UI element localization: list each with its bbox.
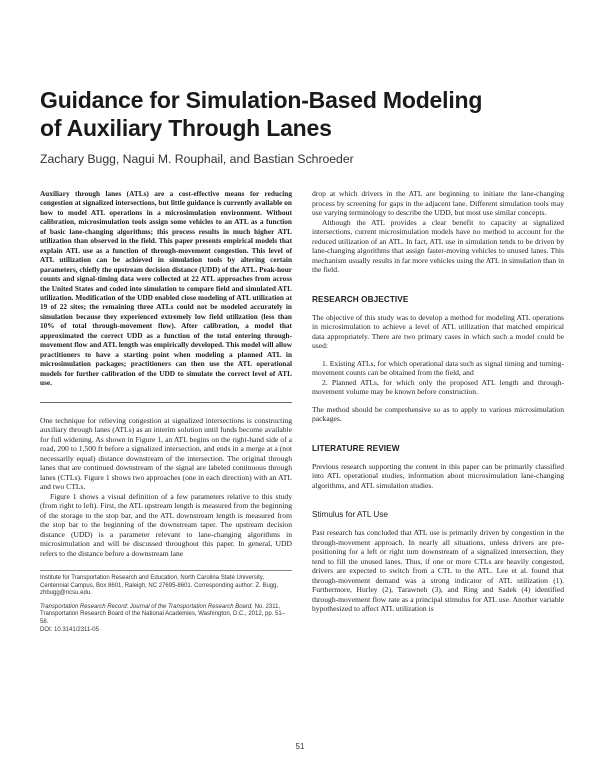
intro-paragraph-1: One technique for relieving congestion at signalized intersections is constructing auxiliary through lanes (ATLs) as an interim solution until funds become available for full widening. As shown in Figure 1, an ATL begins on the right-hand side of a road, 200 to 1,500 ft before a signalized intersection, and ends in a merge at a (not necessarily equal) distance downstream of the intersection. The original through lanes that are continued downstream of the signal are labeled continuous through lanes (CTLs). Figure 1 shows two approaches (one in each direction) with an ATL and two CTLs. [40, 415, 292, 492]
doi: DOI: 10.3141/2311-05 [40, 626, 99, 633]
author-affiliation: Institute for Transportation Research and Education, North Carolina State University, Centennial Campus, Box 8601, Raleigh, NC 27695-8601. Corresponding author: Z. Bugg, zhbugg@ncsu.edu. [40, 575, 279, 597]
objective-section [312, 313, 564, 424]
literature-section [312, 462, 564, 491]
objective-paragraph-1: The objective of this study was to develop a method for modeling ATL operations in microsimulation to achieve a level of ATL utilization that matched empirical data appropriately. There are two primary cases in which such a model could be used: [312, 312, 564, 350]
title-line-2: of Auxiliary Through Lanes [40, 115, 332, 141]
objective-list [312, 359, 564, 397]
literature-paragraph-1: Previous research supporting the content in this paper can be primarily classified into ATL operational studies, information about microsimulation lane-changing algorithms, and ATL simulation studies. [312, 461, 564, 490]
right-column [312, 189, 564, 614]
stimulus-section [312, 528, 564, 614]
section-heading-objective: RESEARCH OBJECTIVE [312, 294, 409, 304]
right-paragraph-2: Although the ATL provides a clear benefit to capacity at signalized intersections, current microsimulation models have no method to account for the reduced utilization of an ATL. In fact, ATL use in simulation tends to be driven by lane-changing algorithms that assign faster-moving vehicles to unused lanes. This mechanism usually results in far more vehicles using the ATL in simulation than in the field. [312, 217, 564, 274]
abstract [40, 189, 292, 388]
objective-paragraph-2: The method should be comprehensive so as to apply to various microsimulation packages. [312, 404, 564, 423]
left-column [40, 189, 292, 634]
abstract-divider [40, 402, 292, 403]
page-number: 51 [295, 742, 305, 751]
journal-name: Transportation Research Record: Journal of the Transportation Research Board, [40, 603, 253, 610]
author-list: Zachary Bugg, Nagui M. Rouphail, and Bastian Schroeder [40, 152, 354, 166]
section-heading-literature: LITERATURE REVIEW [312, 443, 400, 453]
list-item: 2. Planned ATLs, for which only the proposed ATL length and through-movement volume may be known before construction. [312, 377, 564, 396]
intro-paragraph-2: Figure 1 shows a visual definition of a few parameters relative to this study (from right to left). First, the ATL upstream length is measured from the beginning of the storage to the stop bar, and the ATL downstream length is measured from the stop bar to the beginning of the downstream taper. The upstream decision distance (UDD) is a parameter relevant to lane-changing algorithms in microsimulation and will be discussed throughout this paper. In general, UDD refers to the distance before a downstream lane [40, 491, 292, 558]
stimulus-paragraph-1: Past research has concluded that ATL use is primarily driven by congestion in the through-movement approach. In nearly all situations, unless drivers are pre-positioning for a left or right turn downstream of a signalized intersection, they tend to fill the unused lanes. Thus, if one or more CTLs are heavily congested, drivers are expected to switch from a CTL to the ATL. Lee et al. found that through-movement demand was a strong indicator of ATL utilization (1). Furthermore, Hurley (2), Tarawneh (3), and Ring and Sadek (4) identified through-movement flow rate as a principal stimulus for ATL use. Another variable hypothesized to affect ATL utilization is [312, 528, 564, 613]
abstract-text: Auxiliary through lanes (ATLs) are a cost-effective means for reducing congestion at signalized intersections, but little guidance is currently available on how to model ATL operations in a microsimulation environment. Without calibration, microsimulation tools assign some vehicles to an ATL as a function of basic lane-changing algorithms; this process results in much higher ATL utilization than observed in the field. This paper presents empirical models that explain ATL use as a function of through-movement congestion. This level of ATL utilization can be achieved in simulation tools by altering certain parameters, chiefly the upstream decision distance (UDD) of the ATL. Peak-hour counts and signal-timing data were collected at 22 ATL approaches from across the United States and coded into simulation to compare field and simulated ATL utilization. Modification of the UDD enabled close modeling of ATL utilization at 19 of 22 sites; the remaining three ATLs could not be modeled accurately in simulation because they experienced extremely low field utilization (less than 10% of total through-movement flow). After calibration, a model that approximated the correct UDD as a function of the total entering through-movement flow and ATL length was empirically developed. This model will allow practitioners to have a starting point when modeling a planned ATL in microsimulation packages; practitioners can then use the ATL operational models for further calibration of the UDD to simulate the correct level of ATL use. [40, 189, 292, 388]
footnote [40, 575, 292, 634]
right-paragraph-1: drop at which drivers in the ATL are beginning to initiate the lane-changing process by screening for gaps in the adjacent lane. Different simulation tools may use varying terminology to describe the UDD, but most use similar concepts. [312, 189, 564, 217]
title-line-1: Guidance for Simulation-Based Modeling [40, 87, 483, 113]
citation-details: No. 2311, Transportation Research Board of the National Academies, Washington, D.C., 2012, pp. 51–58. [40, 603, 286, 625]
introduction [40, 416, 292, 559]
list-item: 1. Existing ATLs, for which operational data such as signal timing and turning-movement counts can be obtained from the field, and [312, 358, 564, 377]
journal-citation [40, 604, 292, 627]
footnote-divider [40, 570, 292, 571]
intro-continued [312, 189, 564, 275]
subsection-heading-stimulus: Stimulus for ATL Use [312, 510, 388, 519]
paper-title [40, 86, 560, 142]
